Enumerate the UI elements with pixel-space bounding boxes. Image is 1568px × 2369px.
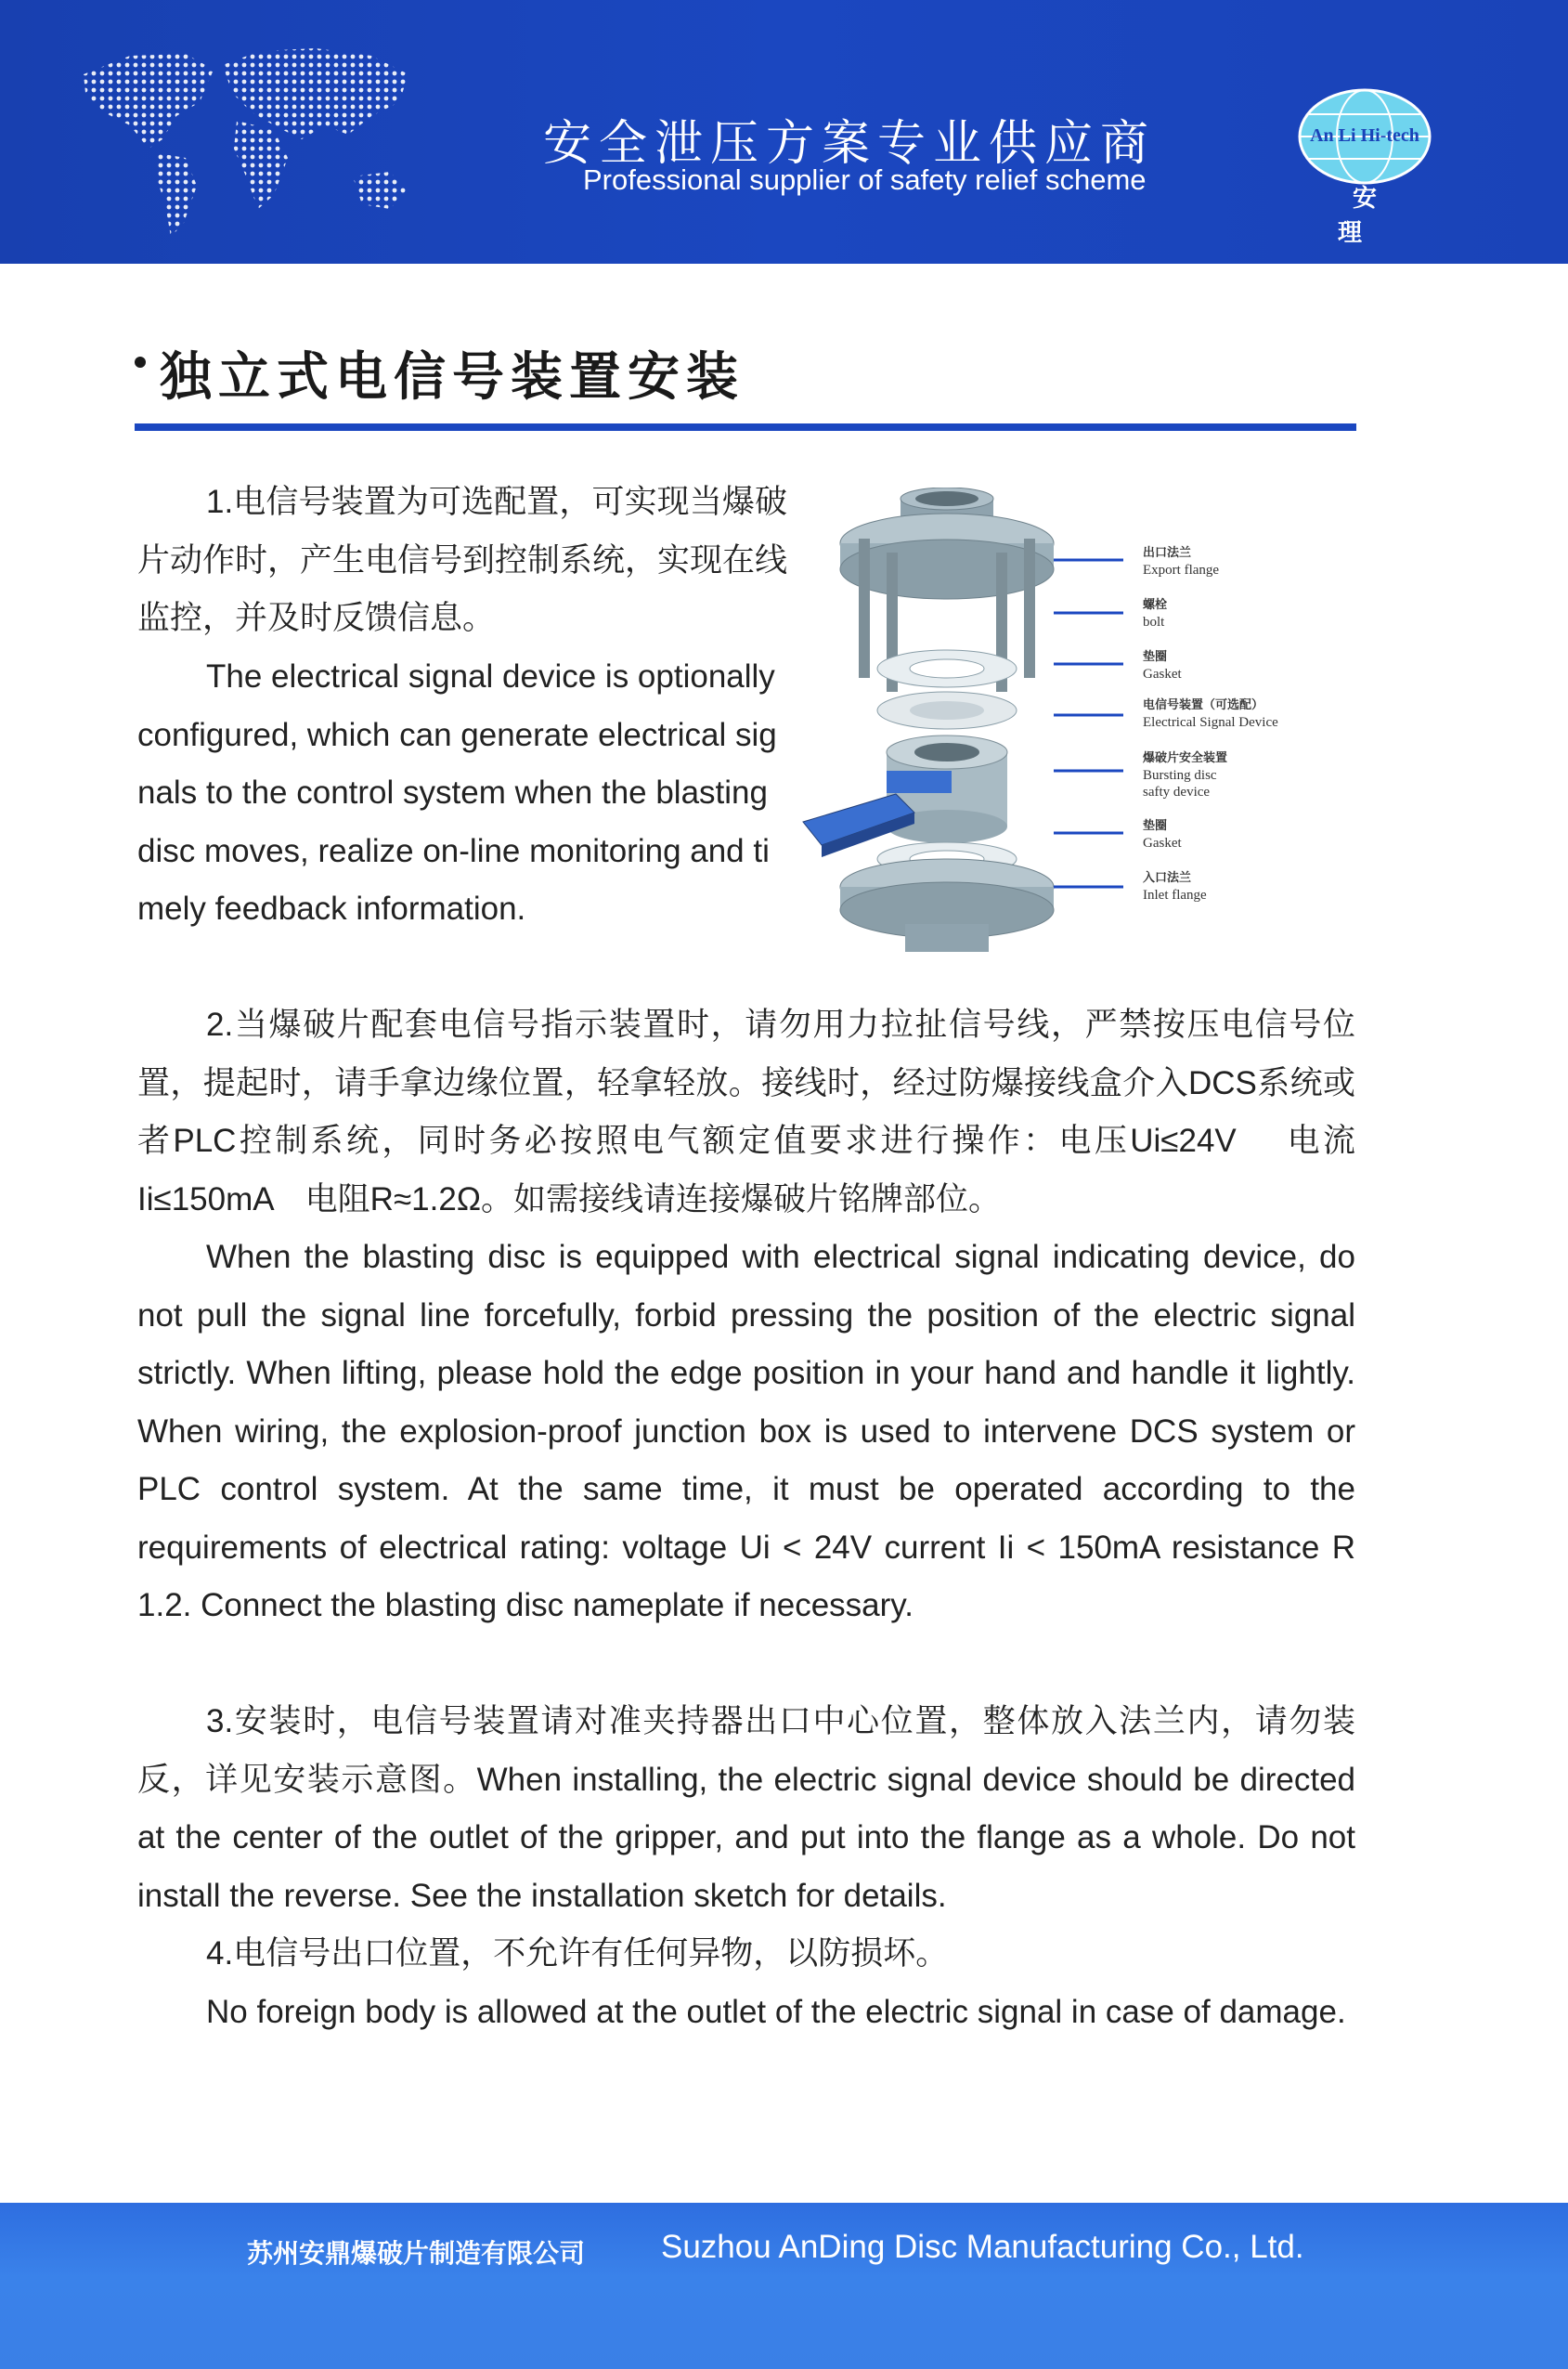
paragraph-4-en: No foreign body is allowed at the outlet of the electric signal in case of damage.: [206, 1994, 1346, 2030]
world-map-graphic: [74, 37, 446, 246]
header-title-en: Professional supplier of safety relief scheme: [583, 163, 1147, 196]
paragraph-2-en: When the blasting disc is equipped with electrical signal indicating device, do not pull the signal line forcefully, forbid pressing the position of the electric signal strictly. When lifting, please hold the edge position in your hand and handle it lightly. When wiring, the explosion-proof junction box is used to intervene DCS system or PLC control system. At the same time, it must be operated according to the requirements of electrical rating: voltage Ui < 24V current Ii < 150mA resistance R 1.2. Connect the blasting disc nameplate if necessary.: [137, 1239, 1355, 1623]
company-logo: [1295, 88, 1434, 247]
label-bursting-disc: 爆破片安全装置 Bursting disc safty device: [1143, 751, 1228, 800]
paragraph-1-en: The electrical signal device is optionally configured, which can generate electrical signals to the control system when the blasting disc moves, realize on-line monitoring and timely feedback information.: [137, 658, 777, 927]
paragraph-2-cn: 2.当爆破片配套电信号指示装置时，请勿用力拉扯信号线，严禁按压电信号位置，提起时，请手拿边缘位置，轻拿轻放。接线时，经过防爆接线盒介入DCS系统或者PLC控制系统，同时务必按照电气额定值要求进行操作：电压Ui≤24V 电流 Ii≤150mA 电阻R≈1.2Ω。如需接线请连接爆破片铭牌部位。: [137, 1007, 1389, 1217]
footer-company-cn: 苏州安鼎爆破片制造有限公司: [247, 2238, 586, 2269]
title-bullet-icon: [135, 357, 146, 368]
title-divider: [135, 423, 1356, 431]
footer-company-en: Suzhou AnDing Disc Manufacturing Co., Ltd.: [661, 2229, 1304, 2265]
paragraph-4-cn: 4.电信号出口位置，不允许有任何异物，以防损坏。: [206, 1935, 949, 1972]
label-gasket-top: 垫圈 Gasket: [1143, 650, 1182, 682]
page-footer: [0, 2203, 1568, 2369]
paragraph-3: 3.安装时，电信号装置请对准夹持器出口中心位置，整体放入法兰内，请勿装反，详见安装示意图。When installing, the electric signal device should be directed at the center of the outlet of the gripper, and put into the flange as a whole. Do not install the reverse. See the installation sketch for details.: [137, 1703, 1355, 1914]
page-title: 独立式电信号装置安装: [160, 346, 745, 408]
paragraph-1-cn: 1.电信号装置为可选配置，可实现当爆破片动作时，产生电信号到控制系统，实现在线监控，并及时反馈信息。: [137, 484, 788, 636]
page-header: [0, 0, 1568, 264]
logo-cn-mark: 安 理: [1337, 185, 1406, 247]
label-inlet-flange: 入口法兰 Inlet flange: [1143, 871, 1207, 903]
label-bolt: 螺栓 bolt: [1143, 598, 1168, 630]
logo-wordmark: An Li Hi-tech: [1310, 125, 1419, 146]
label-export-flange: 出口法兰 Export flange: [1143, 546, 1220, 578]
installation-diagram: [794, 488, 1360, 961]
label-electrical-signal-device: 电信号装置（可选配） Electrical Signal Device: [1143, 698, 1278, 730]
header-title-cn: 安全泄压方案专业供应商: [543, 116, 1157, 172]
label-gasket-bottom: 垫圈 Gasket: [1143, 819, 1182, 851]
